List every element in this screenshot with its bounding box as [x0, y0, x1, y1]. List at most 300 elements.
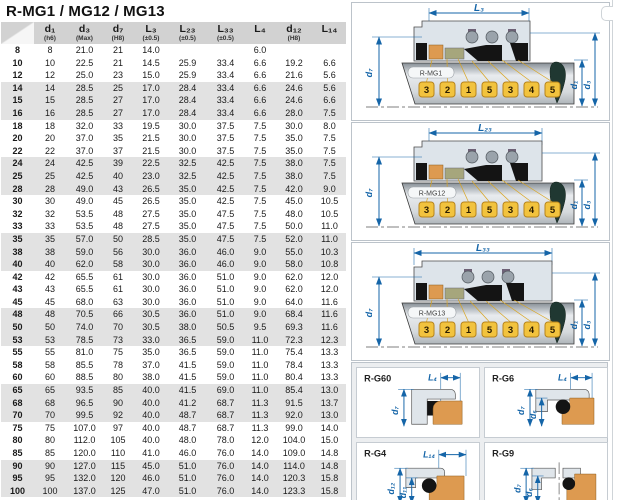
balloon: 3 [423, 85, 430, 96]
model-label: R-MG12 [418, 190, 446, 198]
value-cell: 46.0 [178, 448, 197, 458]
value-cell: 88.5 [75, 372, 94, 383]
value-cell: 14.8 [320, 460, 339, 471]
table-row [1, 434, 346, 447]
balloon: 3 [423, 205, 430, 216]
value-cell: 10 [44, 57, 55, 68]
value-cell: 11.3 [251, 397, 269, 408]
value-cell: 25.9 [178, 57, 197, 68]
size-cell: 24 [12, 158, 23, 169]
balloon-row [419, 82, 560, 97]
dim-label-d7: d₇ [512, 484, 523, 493]
value-cell: 36.0 [178, 284, 197, 295]
value-cell: 78 [112, 359, 123, 370]
value-cell: 33.4 [216, 57, 235, 68]
value-cell: 14 [44, 82, 55, 93]
elastomer [416, 283, 427, 300]
value-cell: 11.0 [321, 221, 338, 232]
elastomer [416, 163, 427, 180]
value-cell: 22.5 [75, 57, 94, 68]
balloon: 3 [507, 325, 514, 336]
value-cell: 75.4 [285, 347, 303, 358]
size-cell: 30 [12, 196, 23, 207]
dim-label-l4: L₄ [558, 372, 567, 383]
value-cell: 85 [44, 448, 55, 458]
value-cell: 59.0 [75, 246, 94, 257]
value-cell: 43 [44, 284, 55, 295]
size-cell: 40 [12, 259, 23, 270]
value-cell: 42.5 [75, 158, 94, 169]
value-cell: 9.0 [253, 296, 267, 307]
value-cell: 25 [112, 82, 123, 93]
value-cell: 18 [44, 120, 55, 131]
value-cell: 28 [44, 183, 55, 194]
value-cell: 21.5 [142, 145, 160, 156]
value-cell: 30.0 [142, 271, 160, 282]
value-cell: 21.5 [142, 133, 160, 144]
seal-ring [445, 168, 464, 179]
value-cell: 30.0 [178, 120, 197, 131]
value-cell: 51.0 [178, 473, 197, 484]
balloon: 4 [528, 85, 535, 96]
value-cell: 90 [44, 460, 55, 471]
value-cell: 36.0 [178, 271, 197, 282]
column-header [1, 22, 34, 44]
value-cell: 99.0 [285, 422, 303, 433]
value-cell: 41.5 [178, 359, 197, 370]
value-cell: 19.2 [285, 57, 303, 68]
value-cell: 36.0 [178, 246, 197, 257]
table-row [1, 371, 346, 384]
value-cell: 11.3 [251, 422, 269, 433]
value-cell: 48 [112, 221, 123, 232]
value-cell: 7.5 [253, 133, 267, 144]
value-cell: 28.0 [285, 107, 303, 118]
value-cell: 40 [112, 170, 123, 181]
value-cell: 61 [112, 271, 123, 282]
value-cell: 26.5 [142, 196, 160, 207]
dim-label-d3: d₃ [582, 320, 592, 330]
value-cell: 52.0 [285, 233, 303, 244]
value-cell: 24 [44, 158, 55, 169]
dim-label-d7: d₇ [364, 188, 374, 198]
value-cell: 65.5 [75, 284, 94, 295]
value-cell: 37.0 [75, 133, 94, 144]
balloon-row [419, 202, 560, 217]
value-cell: 115 [110, 460, 126, 471]
value-cell: 46.0 [142, 473, 160, 484]
model-label: R-MG1 [419, 70, 443, 78]
balloon: 1 [465, 85, 472, 96]
column-header: L₃ (±0.5) [133, 22, 169, 44]
value-cell: 72.3 [285, 334, 303, 345]
value-cell: 30.5 [142, 309, 160, 320]
value-cell: 25.0 [75, 70, 94, 81]
value-cell: 35.0 [285, 133, 303, 144]
table-row [1, 460, 346, 473]
value-cell: 7.5 [323, 133, 336, 144]
value-cell: 38 [44, 246, 55, 257]
table-row [1, 170, 346, 183]
value-cell: 36.5 [178, 334, 197, 345]
value-cell: 35.0 [178, 183, 197, 194]
diagram-r-mg12 [351, 122, 610, 241]
value-cell: 112.0 [73, 435, 96, 446]
value-cell: 11.6 [321, 322, 338, 333]
value-cell: 12.0 [251, 435, 269, 446]
value-cell: 75 [44, 422, 55, 433]
panel-title: R-G4 [364, 448, 387, 459]
value-cell: 28.5 [75, 107, 94, 118]
size-cell: 50 [12, 322, 23, 333]
value-cell: 59.0 [216, 347, 235, 358]
value-cell: 21.0 [75, 45, 94, 55]
value-cell: 27.5 [142, 221, 160, 232]
size-cell: 60 [12, 372, 23, 383]
value-cell: 40.0 [142, 397, 160, 408]
value-cell: 28.5 [75, 95, 94, 106]
value-cell: 51.0 [216, 271, 235, 282]
value-cell: 104.0 [282, 435, 306, 446]
value-cell: 62.0 [75, 259, 94, 270]
size-cell: 65 [12, 385, 23, 396]
value-cell: 9.0 [253, 309, 267, 320]
value-cell: 76.0 [216, 485, 235, 496]
gland [532, 468, 555, 489]
size-cell: 8 [14, 45, 20, 55]
value-cell: 76.0 [216, 460, 235, 471]
diagram-section [351, 2, 610, 500]
value-cell: 21.6 [285, 70, 303, 81]
value-cell: 58 [112, 259, 123, 270]
value-cell: 61 [112, 284, 123, 295]
value-cell: 64.0 [285, 296, 303, 307]
value-cell: 40.0 [142, 435, 160, 446]
value-cell: 15.0 [320, 435, 339, 446]
value-cell: 68.7 [216, 397, 235, 408]
value-cell: 42.5 [216, 183, 235, 194]
value-cell: 9.0 [253, 246, 267, 257]
model-label: R-MG13 [418, 310, 446, 318]
detail-panel-r-g9 [484, 442, 608, 500]
size-cell: 18 [12, 120, 23, 131]
balloon: 3 [507, 205, 514, 216]
table-row [1, 359, 346, 372]
balloon: 4 [528, 205, 535, 216]
value-cell: 96.5 [75, 397, 94, 408]
value-cell: 45 [112, 196, 123, 207]
value-cell: 68 [44, 397, 55, 408]
value-cell: 36.0 [178, 259, 197, 270]
value-cell: 127.0 [73, 460, 96, 471]
dim-label-d1: d₁ [569, 320, 579, 330]
panel-title: R-G6 [492, 373, 515, 384]
value-cell: 27 [112, 95, 123, 106]
value-cell: 47.5 [216, 233, 235, 244]
size-cell: 90 [12, 460, 23, 471]
size-cell: 22 [12, 145, 23, 156]
balloon-row [419, 322, 560, 337]
o-ring [562, 477, 575, 490]
value-cell [169, 44, 206, 57]
value-cell: 15 [44, 95, 55, 106]
value-cell: 15.0 [142, 70, 160, 81]
value-cell: 46.0 [216, 259, 235, 270]
dim-label-d7: d₇ [516, 406, 527, 415]
size-cell: 68 [12, 397, 23, 408]
balloon: 1 [465, 325, 472, 336]
page-title: R-MG1 / MG12 / MG13 [6, 3, 165, 20]
value-cell: 76.0 [216, 448, 235, 458]
value-cell: 51.0 [216, 296, 235, 307]
value-cell: 63 [112, 296, 123, 307]
table-row [1, 246, 346, 259]
value-cell: 132.0 [73, 473, 96, 484]
value-cell: 66 [112, 309, 123, 320]
value-cell: 59.0 [216, 334, 235, 345]
value-cell: 28.4 [178, 107, 197, 118]
value-cell: 45 [44, 296, 55, 307]
value-cell: 48.0 [178, 435, 197, 446]
value-cell: 11.0 [251, 347, 269, 358]
dimensions-table [1, 22, 346, 497]
value-cell: 7.5 [323, 145, 336, 156]
detail-panels [351, 362, 608, 500]
column-header: d₁₂ (H8) [275, 22, 313, 44]
value-cell: 38.0 [142, 372, 160, 383]
o-ring [556, 400, 571, 415]
table-row [1, 107, 346, 120]
value-cell: 36.0 [178, 296, 197, 307]
value-cell: 8 [47, 45, 53, 55]
table-row [1, 157, 346, 170]
value-cell: 46.0 [216, 246, 235, 257]
value-cell: 76.0 [216, 473, 235, 484]
value-cell: 36.0 [178, 309, 197, 320]
value-cell: 35.0 [178, 233, 197, 244]
value-cell: 7.5 [253, 221, 267, 232]
value-cell: 35.0 [178, 196, 197, 207]
value-cell: 42.5 [216, 196, 235, 207]
value-cell: 13.3 [320, 347, 339, 358]
value-cell: 28.5 [75, 82, 94, 93]
column-header: d₁ (h6) [34, 22, 66, 44]
table-row [1, 334, 346, 347]
size-cell: 10 [12, 57, 23, 68]
value-cell: 51.0 [178, 485, 197, 496]
value-cell: 13.0 [320, 410, 339, 421]
value-cell: 80 [112, 372, 123, 383]
value-cell: 30.0 [142, 284, 160, 295]
value-cell: 11.0 [251, 334, 269, 345]
value-cell: 92.0 [285, 410, 303, 421]
dim-label-d7: d₇ [364, 68, 374, 78]
value-cell: 9.5 [253, 322, 267, 333]
value-cell: 50 [112, 233, 123, 244]
value-cell: 7.5 [253, 145, 267, 156]
table-row [1, 220, 346, 233]
table-row [1, 384, 346, 397]
value-cell: 33 [112, 120, 123, 131]
column-header: d₃ (Max) [66, 22, 103, 44]
value-cell: 78.0 [216, 435, 235, 446]
value-cell: 48 [112, 208, 123, 219]
value-cell: 70 [44, 410, 55, 421]
value-cell: 120.3 [282, 473, 306, 484]
value-cell: 7.5 [253, 233, 267, 244]
dim-label-l33: L₃₃ [476, 243, 490, 254]
value-cell: 51.0 [178, 460, 197, 471]
value-cell: 13.0 [320, 385, 339, 396]
value-cell: 38.0 [285, 158, 303, 169]
size-cell: 28 [12, 183, 23, 194]
value-cell: 15.8 [320, 473, 339, 484]
value-cell: 7.5 [253, 158, 267, 169]
value-cell: 35 [44, 233, 55, 244]
size-cell: 15 [12, 95, 23, 106]
seat [433, 401, 462, 424]
value-cell: 37 [112, 145, 123, 156]
size-cell: 55 [12, 347, 23, 358]
size-cell: 70 [12, 410, 23, 421]
value-cell: 30.0 [142, 246, 160, 257]
value-cell: 42.5 [75, 170, 94, 181]
value-cell: 32.5 [178, 158, 197, 169]
table-row [1, 233, 346, 246]
value-cell: 48.7 [178, 422, 197, 433]
value-cell: 35.0 [178, 221, 197, 232]
value-cell: 69.0 [216, 385, 235, 396]
table-row [1, 145, 346, 158]
balloon: 2 [444, 85, 451, 96]
value-cell: 41.2 [178, 397, 197, 408]
value-cell: 41.0 [142, 448, 160, 458]
dim-label-d3: d₃ [582, 80, 592, 90]
detail-panel-r-g4 [356, 442, 480, 500]
table-row [1, 283, 346, 296]
table-row [1, 422, 346, 435]
value-cell [206, 44, 245, 57]
size-cell: 33 [12, 221, 23, 232]
value-cell: 37.0 [142, 359, 160, 370]
value-cell: 30.0 [142, 259, 160, 270]
value-cell: 25.9 [178, 70, 197, 81]
balloon: 5 [486, 85, 493, 96]
size-cell: 35 [12, 233, 23, 244]
value-cell: 38.0 [285, 170, 303, 181]
panel-title: R-G9 [492, 448, 515, 459]
value-cell: 78.4 [285, 359, 303, 370]
value-cell: 6.6 [323, 57, 336, 68]
value-cell: 62.0 [285, 271, 303, 282]
value-cell: 60 [44, 372, 55, 383]
value-cell: 42.0 [285, 183, 303, 194]
table-row [1, 208, 346, 221]
table-row [1, 258, 346, 271]
value-cell: 5.6 [323, 82, 336, 93]
value-cell: 51.0 [216, 284, 235, 295]
value-cell: 100 [42, 485, 58, 496]
size-cell: 45 [12, 296, 23, 307]
value-cell: 13.3 [320, 372, 339, 383]
dim-label-d7: d₇ [390, 406, 401, 415]
table-row [1, 69, 346, 82]
size-cell: 14 [12, 82, 23, 93]
value-cell: 14.0 [251, 460, 269, 471]
value-cell: 25 [44, 170, 55, 181]
size-cell: 58 [12, 359, 23, 370]
size-cell: 100 [9, 485, 26, 496]
value-cell: 33.0 [142, 334, 160, 345]
table-row [1, 409, 346, 422]
balloon: 2 [444, 325, 451, 336]
value-cell: 95 [44, 473, 55, 484]
value-cell: 12 [44, 70, 55, 81]
value-cell: 41.5 [178, 385, 197, 396]
value-cell: 6.6 [253, 57, 267, 68]
value-cell: 53.5 [75, 208, 94, 219]
seat-face [429, 45, 443, 59]
table-row [1, 183, 346, 196]
dim-label-d3: d₃ [582, 200, 592, 210]
value-cell: 13.3 [320, 359, 339, 370]
value-cell: 91.5 [285, 397, 303, 408]
value-cell: 30.0 [285, 120, 303, 131]
detail-panel-r-g6 [484, 367, 608, 438]
dim-label-l23: L₂₃ [478, 123, 492, 134]
value-cell: 10.5 [320, 208, 339, 219]
value-cell: 6.6 [253, 107, 267, 118]
value-cell: 12.0 [320, 271, 339, 282]
table-row [1, 94, 346, 107]
value-cell: 74.0 [75, 322, 94, 333]
value-cell: 35.0 [285, 145, 303, 156]
value-cell: 109.0 [282, 448, 306, 458]
value-cell: 7.5 [253, 120, 267, 131]
dim-label-d11: d₁₁ [397, 486, 408, 499]
value-cell: 20 [44, 133, 55, 144]
value-cell: 30.5 [142, 322, 160, 333]
value-cell: 9.0 [253, 259, 267, 270]
value-cell: 45.0 [142, 460, 160, 471]
column-header: L₃₃ (±0.5) [206, 22, 245, 44]
table-row [1, 296, 346, 309]
table-row [1, 485, 346, 498]
size-cell: 20 [12, 133, 23, 144]
value-cell: 59.0 [216, 359, 235, 370]
size-cell: 80 [12, 435, 23, 446]
value-cell: 70 [112, 322, 123, 333]
dim-label-l14: L₁₄ [423, 449, 435, 460]
value-cell: 9.0 [253, 271, 267, 282]
value-cell: 8.0 [323, 120, 336, 131]
dim-label-d7: d₇ [364, 308, 374, 318]
value-cell: 53 [44, 334, 55, 345]
value-cell: 6.0 [253, 45, 267, 55]
value-cell: 35 [112, 133, 123, 144]
dim-label-l4: L₄ [428, 372, 437, 383]
value-cell: 56 [112, 246, 123, 257]
value-cell: 19.5 [142, 120, 160, 131]
value-cell: 120.0 [73, 448, 96, 458]
value-cell: 10.8 [320, 259, 339, 270]
balloon: 1 [465, 205, 472, 216]
table-row [1, 321, 346, 334]
value-cell: 99.5 [75, 410, 94, 421]
value-cell: 17.0 [142, 95, 160, 106]
value-cell: 35.0 [178, 208, 197, 219]
value-cell: 68.0 [75, 296, 94, 307]
